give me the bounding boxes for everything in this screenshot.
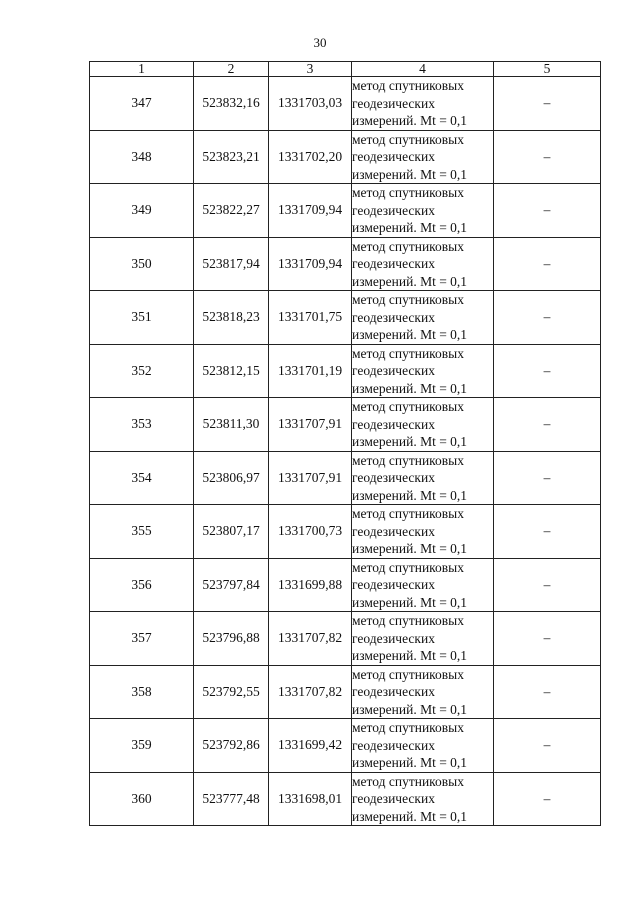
method-line: измерений. Mt = 0,1 (352, 701, 468, 717)
method-cell (352, 237, 494, 291)
method-cell (352, 612, 494, 666)
method-line: измерений. Mt = 0,1 (352, 273, 468, 289)
point-number-cell: 349 (90, 184, 194, 238)
method-line: метод спутниковых (352, 131, 464, 147)
method-cell (352, 344, 494, 398)
note-cell: – (494, 451, 601, 505)
x-coordinate-cell: 523797,84 (194, 558, 269, 612)
point-number-cell: 357 (90, 612, 194, 666)
point-number-cell: 350 (90, 237, 194, 291)
x-coordinate-cell: 523792,86 (194, 719, 269, 773)
method-cell (352, 291, 494, 345)
x-coordinate-cell: 523792,55 (194, 665, 269, 719)
method-line: измерений. Mt = 0,1 (352, 434, 468, 449)
note-cell: – (494, 130, 601, 184)
method-line: метод спутниковых (352, 666, 464, 682)
y-coordinate-cell: 1331701,75 (269, 291, 352, 345)
method-line: геодезических (352, 95, 435, 111)
table-row (90, 612, 601, 666)
x-coordinate-cell: 523823,21 (194, 130, 269, 184)
table-header-row (90, 62, 601, 77)
note-cell: – (494, 398, 601, 452)
y-coordinate-cell: 1331709,94 (269, 237, 352, 291)
method-line: геодезических (352, 470, 435, 485)
point-number-cell: 355 (90, 505, 194, 559)
x-coordinate-cell: 523777,48 (194, 772, 269, 826)
method-cell (352, 130, 494, 184)
table-row (90, 719, 601, 773)
table-row (90, 558, 601, 612)
y-coordinate-cell: 1331709,94 (269, 184, 352, 238)
method-line: метод спутниковых (352, 720, 464, 735)
point-number-cell: 356 (90, 558, 194, 612)
x-coordinate-cell: 523812,15 (194, 344, 269, 398)
column-header-3: 3 (269, 62, 352, 77)
method-cell (352, 398, 494, 452)
point-number-cell: 358 (90, 665, 194, 719)
method-cell (352, 558, 494, 612)
table-row (90, 184, 601, 238)
x-coordinate-cell: 523811,30 (194, 398, 269, 452)
note-cell: – (494, 344, 601, 398)
x-coordinate-cell: 523807,17 (194, 505, 269, 559)
method-cell (352, 451, 494, 505)
method-line: измерений. Mt = 0,1 (352, 327, 468, 342)
x-coordinate-cell: 523796,88 (194, 612, 269, 666)
method-cell (352, 665, 494, 719)
y-coordinate-cell: 1331707,82 (269, 612, 352, 666)
point-number-cell: 347 (90, 77, 194, 131)
column-header-4: 4 (352, 62, 494, 77)
point-number-cell: 351 (90, 291, 194, 345)
method-cell (352, 505, 494, 559)
method-line: метод спутниковых (352, 78, 464, 93)
method-line: метод спутниковых (352, 345, 464, 361)
note-cell: – (494, 612, 601, 666)
y-coordinate-cell: 1331699,42 (269, 719, 352, 773)
y-coordinate-cell: 1331699,88 (269, 558, 352, 612)
method-line: метод спутниковых (352, 292, 464, 307)
point-number-cell: 354 (90, 451, 194, 505)
y-coordinate-cell: 1331707,91 (269, 398, 352, 452)
method-cell (352, 719, 494, 773)
method-line: геодезических (352, 149, 435, 164)
method-line: измерений. Mt = 0,1 (352, 380, 468, 396)
note-cell: – (494, 772, 601, 826)
table-row (90, 237, 601, 291)
method-line: метод спутниковых (352, 238, 464, 254)
method-line: метод спутниковых (352, 773, 464, 789)
table-row (90, 451, 601, 505)
note-cell: – (494, 558, 601, 612)
table-row (90, 398, 601, 452)
point-number-cell: 352 (90, 344, 194, 398)
note-cell: – (494, 719, 601, 773)
note-cell: – (494, 77, 601, 131)
method-line: геодезических (352, 577, 435, 592)
y-coordinate-cell: 1331707,82 (269, 665, 352, 719)
method-cell (352, 184, 494, 238)
method-line: метод спутниковых (352, 506, 464, 521)
point-number-cell: 353 (90, 398, 194, 452)
method-line: измерений. Mt = 0,1 (352, 808, 468, 824)
column-header-5: 5 (494, 62, 601, 77)
x-coordinate-cell: 523822,27 (194, 184, 269, 238)
y-coordinate-cell: 1331702,20 (269, 130, 352, 184)
method-line: метод спутниковых (352, 399, 464, 414)
method-line: геодезических (352, 737, 435, 753)
x-coordinate-cell: 523832,16 (194, 77, 269, 131)
method-line: измерений. Mt = 0,1 (352, 648, 468, 663)
method-line: метод спутниковых (352, 613, 464, 628)
method-line: геодезических (352, 256, 435, 271)
method-cell (352, 772, 494, 826)
y-coordinate-cell: 1331703,03 (269, 77, 352, 131)
table-row (90, 130, 601, 184)
table-body (90, 77, 601, 826)
page-number: 30 (313, 35, 327, 50)
method-line: измерений. Mt = 0,1 (352, 487, 468, 503)
method-line: геодезических (352, 791, 435, 806)
method-line: геодезических (352, 684, 435, 699)
method-line: геодезических (352, 309, 435, 325)
table-row (90, 344, 601, 398)
method-line: геодезических (352, 416, 435, 432)
note-cell: – (494, 291, 601, 345)
x-coordinate-cell: 523818,23 (194, 291, 269, 345)
x-coordinate-cell: 523806,97 (194, 451, 269, 505)
method-line: геодезических (352, 202, 435, 218)
table-row (90, 665, 601, 719)
column-header-1: 1 (90, 62, 194, 77)
point-number-cell: 359 (90, 719, 194, 773)
x-coordinate-cell: 523817,94 (194, 237, 269, 291)
y-coordinate-cell: 1331700,73 (269, 505, 352, 559)
method-line: измерений. Mt = 0,1 (352, 541, 468, 556)
method-line: геодезических (352, 523, 435, 539)
method-line: измерений. Mt = 0,1 (352, 220, 468, 235)
method-line: метод спутниковых (352, 559, 464, 575)
y-coordinate-cell: 1331701,19 (269, 344, 352, 398)
column-header-2: 2 (194, 62, 269, 77)
coordinates-table (89, 61, 601, 826)
method-line: геодезических (352, 630, 435, 646)
y-coordinate-cell: 1331707,91 (269, 451, 352, 505)
method-line: метод спутниковых (352, 185, 464, 200)
y-coordinate-cell: 1331698,01 (269, 772, 352, 826)
method-line: измерений. Mt = 0,1 (352, 755, 468, 770)
point-number-cell: 360 (90, 772, 194, 826)
table-row (90, 772, 601, 826)
point-number-cell: 348 (90, 130, 194, 184)
table-row (90, 77, 601, 131)
note-cell: – (494, 237, 601, 291)
note-cell: – (494, 665, 601, 719)
note-cell: – (494, 184, 601, 238)
method-line: геодезических (352, 363, 435, 378)
note-cell: – (494, 505, 601, 559)
method-line: измерений. Mt = 0,1 (352, 166, 468, 182)
table-row (90, 291, 601, 345)
method-line: метод спутниковых (352, 452, 464, 468)
method-line: измерений. Mt = 0,1 (352, 113, 468, 128)
method-line: измерений. Mt = 0,1 (352, 594, 468, 610)
method-cell (352, 77, 494, 131)
table-row (90, 505, 601, 559)
